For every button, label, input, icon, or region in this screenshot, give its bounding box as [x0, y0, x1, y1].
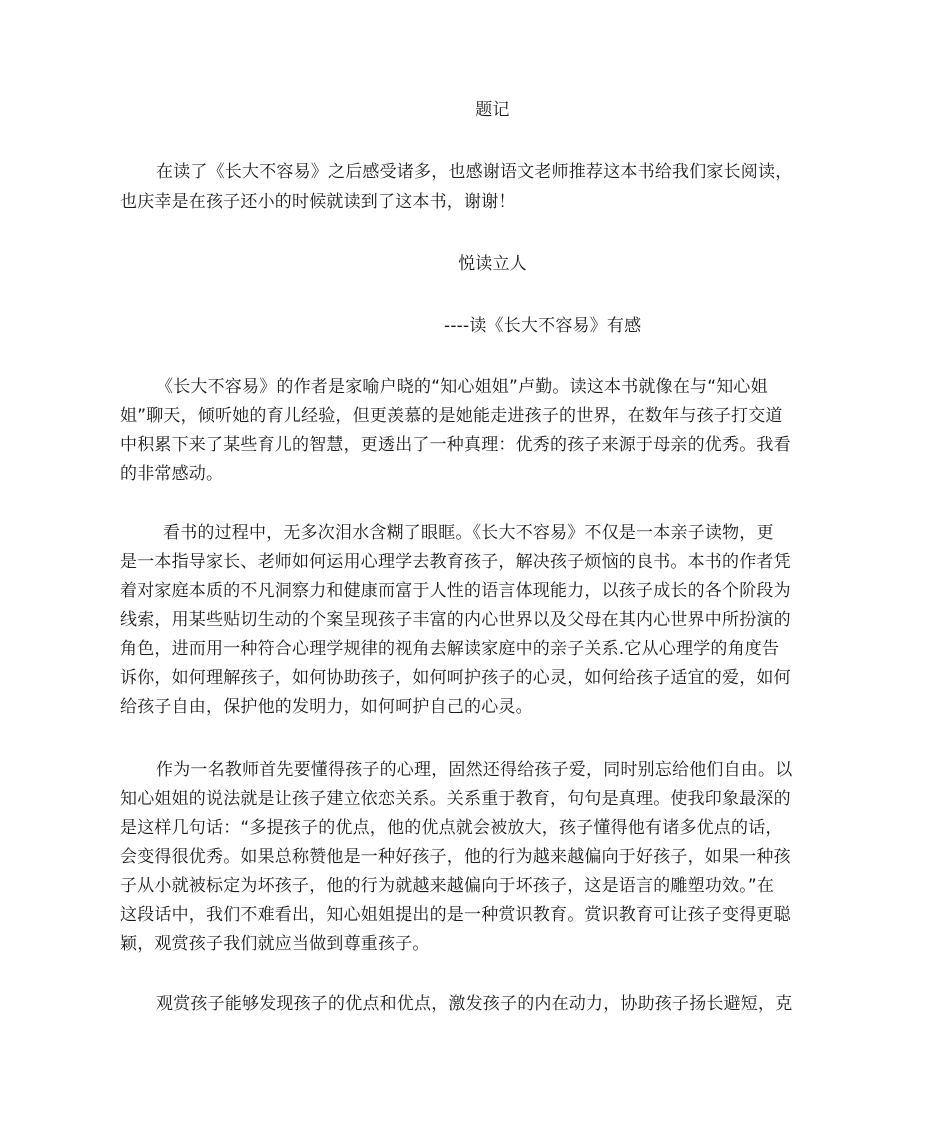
paragraph-line: 观赏孩子能够发现孩子的优点和优点，激发孩子的内在动力，协助孩子扬长避短，克 [156, 994, 793, 1014]
paragraph-line: 《长大不容易》的作者是家喻户晓的“知心姐姐”卢勤。读这本书就像在与“知心姐 [156, 377, 768, 397]
paragraph-line: 看书的过程中，无多次泪水含糊了眼眶。《长大不容易》不仅是一本亲子读物，更 [163, 523, 774, 543]
paragraph-line: 子从小就被标定为坏孩子，他的行为就越来越偏向于坏孩子，这是语言的雕塑功效。”在 [120, 876, 775, 896]
paragraph-line: 的非常感动。 [120, 464, 224, 484]
paragraph-line: 诉你，如何理解孩子，如何协助孩子，如何呵护孩子的心灵，如何给孩子适宜的爱，如何 [120, 668, 791, 688]
paragraph-line: 是一本指导家长、老师如何运用心理学去教育孩子，解决孩子烦恼的良书。本书的作者凭 [120, 552, 791, 572]
paragraph-line: 知心姐姐的说法就是让孩子建立依恋关系。关系重于教育，句句是真理。使我印象最深的 [120, 789, 791, 809]
paragraph-line: 这段话中，我们不难看出，知心姐姐提出的是一种赏识教育。赏识教育可让孩子变得更聪 [120, 905, 791, 925]
paragraph-line: 会变得很优秀。如果总称赞他是一种好孩子，他的行为越来越偏向于好孩子，如果一种孩 [120, 847, 791, 867]
paragraph-line: 是这样几句话：“多提孩子的优点，他的优点就会被放大，孩子懂得他有诸多优点的话， [120, 818, 783, 838]
paragraph-line: 角色，进而用一种符合心理学规律的视角去解读家庭中的亲子关系.它从心理学的角度告 [120, 639, 780, 659]
preface-line: 也庆幸是在孩子还小的时候就读到了这本书，谢谢！ [120, 192, 516, 212]
paragraph-line: 中积累下来了某些育儿的智慧，更透出了一种真理：优秀的孩子来源于母亲的优秀。我看 [120, 435, 791, 455]
preface-line: 在读了《长大不容易》之后感受诸多，也感谢语文老师推荐这本书给我们家长阅读， [156, 162, 793, 182]
paragraph-line: 着对家庭本质的不凡洞察力和健康而富于人性的语言体现能力，以孩子成长的各个阶段为 [120, 581, 791, 601]
paragraph-line: 姐”聊天，倾听她的育儿经验，但更羡慕的是她能走进孩子的世界，在数年与孩子打交道 [120, 406, 783, 426]
essay-subtitle: ----读《长大不容易》有感 [444, 316, 642, 336]
paragraph-line: 给孩子自由，保护他的发明力，如何呵护自己的心灵。 [120, 697, 533, 717]
paragraph-line: 颖，观赏孩子我们就应当做到尊重孩子。 [120, 934, 430, 954]
essay-title: 悦读立人 [458, 254, 527, 274]
preface-title: 题记 [475, 100, 510, 120]
paragraph-line: 线索，用某些贴切生动的个案呈现孩子丰富的内心世界以及父母在其内心世界中所扮演的 [120, 610, 791, 630]
paragraph-line: 作为一名教师首先要懂得孩子的心理，固然还得给孩子爱，同时别忘给他们自由。以 [156, 760, 793, 780]
